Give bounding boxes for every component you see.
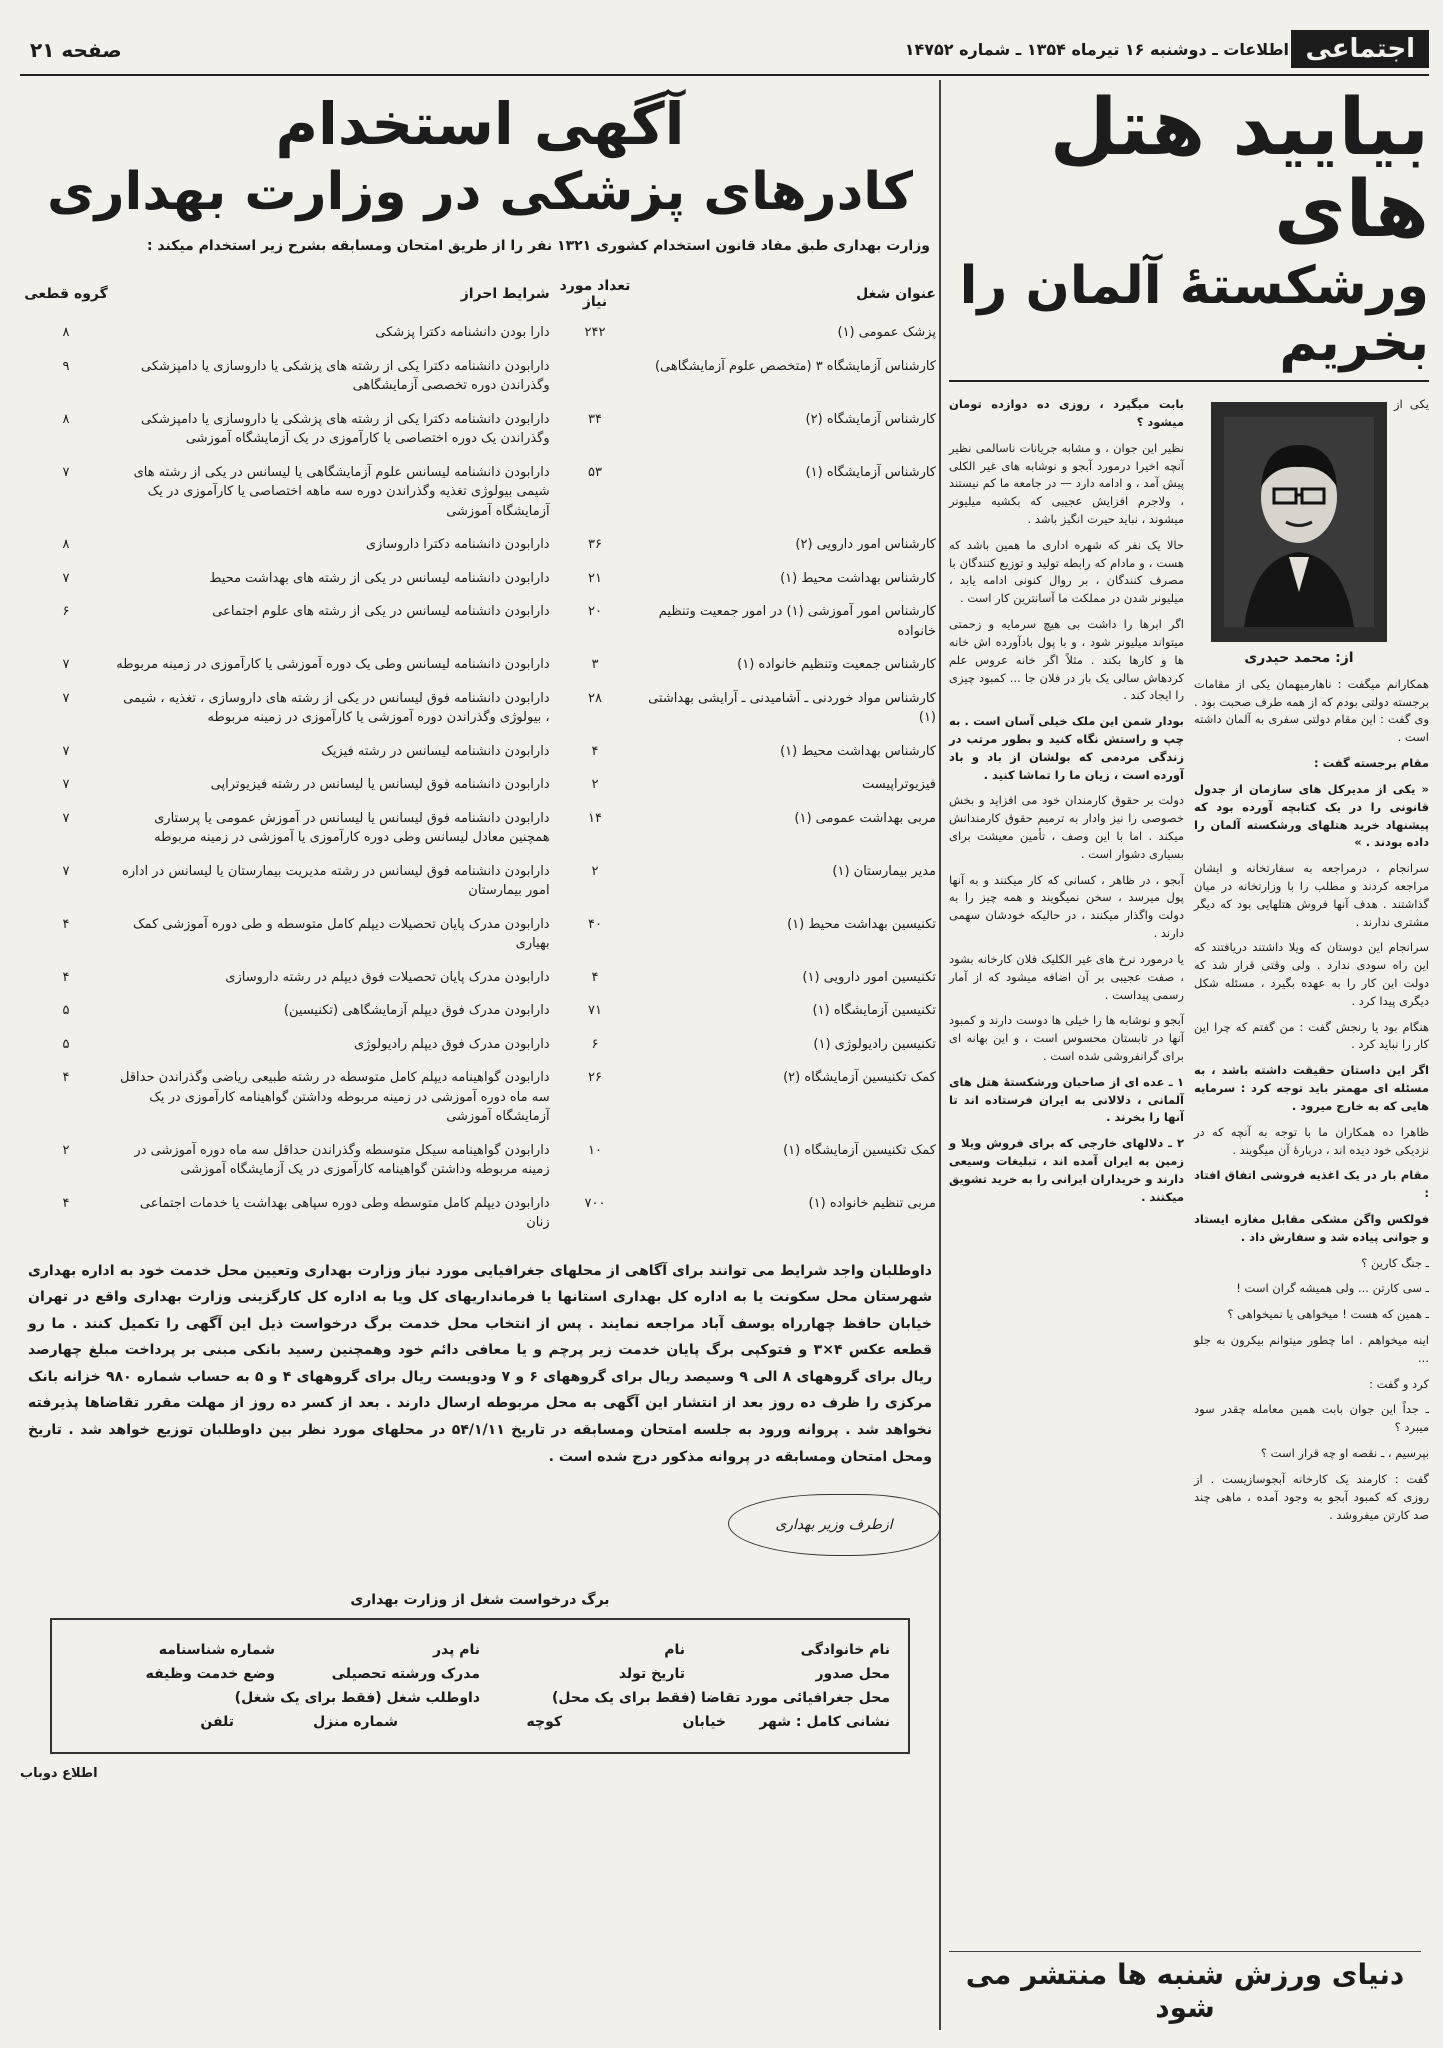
table-row <box>20 562 940 596</box>
job-grade: ۷ <box>62 863 70 879</box>
article-paragraph: هنگام بود یا رنجش گفت : من گفتم که چرا این کار را نباید کرد . <box>1194 1019 1429 1052</box>
job-title: کمک تکنیسین آزمایشگاه (۱) <box>783 1142 936 1158</box>
table-row <box>20 350 940 403</box>
job-grade: ۷ <box>62 570 70 586</box>
section-tag: اجتماعی <box>1291 30 1429 68</box>
article-paragraph: بپرسیم ، ـ نقصه او چه قرار است ؟ <box>1260 1446 1429 1461</box>
job-count: ۶ <box>591 1036 599 1052</box>
table-row <box>20 403 940 456</box>
job-count: ۲۴۲ <box>584 325 606 340</box>
job-requirements: دارابودن مدرک فوق دیپلم آزمایشگاهی (تکنیسین) <box>283 1003 550 1018</box>
form-field-label: تاریخ تولد <box>618 1666 685 1683</box>
article-paragraph: ـ جنگ کارین ؟ <box>1361 1255 1429 1270</box>
ad-subtitle: کادرهای پزشکی در وزارت بهداری <box>46 162 914 222</box>
article-col-left <box>949 396 1184 1532</box>
job-title: مربی بهداشت عمومی (۱) <box>794 810 936 826</box>
job-title: کمک تکنیسین آزمایشگاه (۲) <box>783 1070 936 1085</box>
form-field-label: شماره شناسنامه <box>158 1642 275 1659</box>
job-requirements: دارا بودن دانشنامه دکترا پزشکی <box>375 325 550 340</box>
job-count: ۲۰ <box>588 604 602 619</box>
article-col-right <box>1194 396 1429 1532</box>
form-row <box>70 1642 890 1658</box>
article-paragraph: « یکی از مدیرکل های سازمان از جدول قانونی را در یک کتابچه آورده بود که پیشنهاد خرید هتلهای ورشکسته آلمان را داده بودند . » <box>1194 781 1429 850</box>
table-row <box>20 908 940 961</box>
article-paragraph: نظیر این جوان ، و مشابه جریانات ناسالمی نظیر آنچه اخیرا درمورد آبجو و نوشابه های غیر الکلی پیش آمد ، و ادامه دارد — در جامعه ما کم نیستند ، ولاجرم افزایش عجیبی که بکشیه میلیونر میشوند ، نباید حیرت انگیز باشد . <box>949 440 1184 527</box>
article-body <box>949 396 1429 1532</box>
table-row <box>20 1061 940 1134</box>
form-field-label: محل جغرافیائی مورد تقاضا (فقط برای یک محل) <box>552 1690 890 1707</box>
job-grade: ۷ <box>62 777 70 792</box>
job-count: ۷۱ <box>588 1003 602 1018</box>
form-field-label: شماره منزل <box>313 1714 398 1731</box>
job-count: ۱۴ <box>588 810 602 826</box>
job-title: کارشناس بهداشت محیط (۱) <box>780 570 936 586</box>
article-paragraph: ـ جداً این جوان بابت همین معامله چقدر سود میبرد ؟ <box>1194 1402 1429 1435</box>
job-count: ۷۰۰ <box>584 1195 606 1211</box>
article-paragraph: سرانجام این دوستان که ویلا داشتند دریافتند که این راه سودی ندارد . ولی وقتی قرار شد که دولت این کار را به عهده بگیرد ، مسئله شکل دیگری پیدا کرد . <box>1194 940 1429 1008</box>
table-row <box>20 1187 940 1240</box>
job-grade: ۷ <box>62 657 70 672</box>
article-paragraph: ظاهرا ده همکاران ما با توجه به آنچه که در نزدیکی خود دیده اند ، دربارهٔ آن میگویند . <box>1194 1124 1429 1157</box>
table-row <box>20 735 940 769</box>
job-title: کارشناس امور آموزشی (۱) در امور جمعیت وتنظیم خانواده <box>658 604 936 639</box>
article-paragraph: حالا یک نفر که شهره اداری ما همین باشد که هست ، و مادام که رابطه تولید و توزیع کنندگان با مصرف کنندگان ، بر روال کنونی ادامه یابد ، میلیونر شدن در مملکت ما آسانترین کار است . <box>949 537 1184 606</box>
job-title: مربی تنظیم خانواده (۱) <box>808 1195 936 1211</box>
job-title: تکنیسین امور دارویی (۱) <box>802 969 936 985</box>
job-count: ۱۰ <box>588 1142 602 1158</box>
job-grade: ۹ <box>62 358 70 374</box>
author-photo-box <box>1204 402 1394 670</box>
article-paragraph: آبجو ، در ظاهر ، کسانی که کار میکنند و به آنها پول میرسد ، سخن نمیگویند و همه چیز را به دولت واگذار میکنند ، در حالیکه خودشان سهمی دارند . <box>949 872 1184 941</box>
jobs-body <box>20 316 940 1240</box>
article-paragraph: ۲ ـ دلالهای خارجی که برای فروش ویلا و زمین به ایران آمده اند ، تبلیغات وسیعی دارند و خریداران ایرانی را به خرید تشویق میکنند . <box>949 1136 1184 1204</box>
job-title: کارشناس آزمایشگاه (۱) <box>805 464 936 480</box>
job-title: کارشناس آزمایشگاه (۲) <box>805 411 936 427</box>
job-count: ۲ <box>591 863 599 879</box>
form-row <box>70 1666 890 1682</box>
job-grade: ۵ <box>62 1036 70 1052</box>
job-grade: ۲ <box>62 1142 70 1158</box>
job-count <box>554 350 637 403</box>
job-title: تکنیسین رادیولوژی (۱) <box>813 1036 936 1052</box>
job-count: ۲۸ <box>588 690 602 706</box>
job-count: ۳۴ <box>588 411 602 427</box>
job-requirements: دارابودن مدرک پایان تحصیلات دیپلم کامل متوسطه و طی دوره آموزشی کمک بهیاری <box>132 916 550 951</box>
article-paragraph: بودار شمن این ملک خیلی آسان است . به چپ و راستش نگاه کنید و بطور مرتب در زندگی مردمی که بولشان از باد و باد آورده است ، زیان ما را تماشا کنید . <box>949 714 1184 782</box>
form-field-label: کوچه <box>526 1714 562 1731</box>
table-row <box>20 1134 940 1187</box>
form-row <box>70 1690 890 1706</box>
application-form <box>50 1618 910 1754</box>
job-requirements: دارابودن دانشنامه فوق لیسانس در رشته مدیریت بیمارستان یا لیسانس در اداره امور بیمارستان <box>122 863 550 898</box>
article-paragraph: یا درمورد نرخ های غیر الکلیک فلان کارخانه بشود ، صفت عجیبی بر آن اضافه میشود که از آمار رسمی پیداست . <box>949 951 1184 1002</box>
issue-line: اطلاعات ـ دوشنبه ۱۶ تیرماه ۱۳۵۴ ـ شماره ۱۴۷۵۲ <box>904 40 1289 59</box>
job-requirements: دارابودن مدرک پایان تحصیلات فوق دیپلم در رشته داروسازی <box>225 969 550 985</box>
article-paragraph: ـ همین که هست ! میخواهی یا نمیخواهی ؟ <box>1227 1307 1429 1322</box>
article-column <box>939 80 1429 2030</box>
job-grade: ۶ <box>62 604 70 619</box>
signature-stamp: ازطرف وزیر بهداری <box>728 1494 940 1556</box>
table-row <box>20 961 940 995</box>
job-requirements: دارابودن دانشنامه فوق لیسانس یا لیسانس در رشته فیزیوتراپی <box>210 777 550 792</box>
article-paragraph: فولکس واگن مشکی مقابل مغازه ایستاد و جوانی پیاده شد و سفارش داد . <box>1194 1211 1429 1244</box>
job-grade: ۷ <box>62 464 70 480</box>
job-grade: ۵ <box>62 1003 70 1018</box>
byline: از: محمد حیدری <box>1244 650 1354 667</box>
table-header-row <box>20 272 940 316</box>
job-requirements: دارابودن دانشنامه لیسانس وطی یک دوره آموزشی یا کارآموزی در زمینه مربوطه <box>116 657 550 672</box>
table-row <box>20 1028 940 1062</box>
article-paragraph: ۱ ـ عده ای از صاحبان ورشکستهٔ هتل های آلمانی ، دلالانی به ایران فرستاده اند تا آنها را بخرند . <box>949 1074 1184 1125</box>
job-requirements: دارابودن گواهینامه سیکل متوسطه وگذراندن حداقل سه ماه دوره آموزشی در زمینه مربوطه وداشتن گواهینامه کارآموزی در یک آزمایشگاه آموزشی <box>134 1142 550 1177</box>
article-paragraph: سرانجام ، درمراجعه به سفارتخانه و ایشان مراجعه کردند و مطلب را با وزارتخانه در میان گذاشتند . هدف آنها فروش هتلهایی بود که دیگر مشتری ندارند . <box>1194 861 1429 929</box>
job-count: ۳۶ <box>588 537 602 552</box>
job-grade: ۸ <box>62 325 70 340</box>
job-title: کارشناس بهداشت محیط (۱) <box>780 743 936 759</box>
article-paragraph: یکی از همکارانم میگفت : ناهارمیهمان یکی از مقامات برجسته دولتی بودم که از همه طرف صحبت بود . وی گفت : این مقام دولتی سفری به آلمان داشته است . <box>1194 397 1429 745</box>
job-requirements: دارابودن دانشنامه فوق لیسانس یا لیسانس در آموزش عمومی یا پرستاری همچنین معادل لیسانس وطی دوره کارآموزی یا آموزشی در زمینه مربوطه <box>154 810 550 845</box>
ad-title: آگهی استخدام <box>275 90 685 158</box>
table-row <box>20 682 940 735</box>
header-title: عنوان شغل <box>856 286 936 302</box>
form-field-label: خیابان <box>682 1714 726 1731</box>
job-grade: ۷ <box>62 810 70 826</box>
ad-intro: وزارت بهداری طبق مفاد قانون استخدام کشوری ۱۳۲۱ نفر را از طریق امتحان ومسابقه بشرح زیر استخدام میکند : <box>146 238 930 254</box>
job-title: تکنیسین بهداشت محیط (۱) <box>787 916 936 932</box>
job-requirements: دارابودن دیپلم کامل متوسطه وطی دوره سپاهی بهداشت یا خدمات اجتماعی زنان <box>139 1195 550 1230</box>
job-grade: ۴ <box>62 969 70 985</box>
job-title: کارشناس مواد خوردنی ـ آشامیدنی ـ آرایشی بهداشتی (۱) <box>648 690 936 725</box>
article-paragraph: اینه میخواهم . اما چطور میتوانم بیکرون به جلو ... <box>1194 1333 1429 1365</box>
masthead <box>20 30 1429 76</box>
table-row <box>20 316 940 350</box>
job-advertisement <box>20 80 940 2030</box>
form-field-label: نام <box>664 1642 685 1659</box>
article-paragraph: آبجو و نوشابه ها را خیلی ها دوست دارند و کمبود آنها در تابستان محسوس است ، و این بهانه ای برای گرانفروشی شده است . <box>949 1013 1184 1063</box>
table-row <box>20 802 940 855</box>
article-paragraph: اگر این داستان حقیقت داشته باشد ، به مسئله ای مهمتر باید توجه کرد : سرمایه هایی که به خارج میرود . <box>1194 1063 1429 1113</box>
table-row <box>20 768 940 802</box>
form-row <box>70 1714 890 1730</box>
job-requirements: دارابودن دانشنامه لیسانس در یکی از رشته های بهداشت محیط <box>209 570 550 586</box>
article-paragraph: بابت میگیرد ، روزی ده دوازده تومان میشود ؟ <box>949 397 1184 429</box>
job-requirements: دارابودن دانشنامه لیسانس در یکی از رشته های علوم اجتماعی <box>212 604 550 619</box>
job-title: فیزیوتراپیست <box>862 777 936 792</box>
article-headline: بیایید هتل های <box>1049 83 1429 255</box>
job-requirements: دارابودن گواهینامه دیپلم کامل متوسطه در رشته طبیعی ریاضی وگذراندن حداقل سه ماه دوره آموزشی در زمینه مربوطه وداشتن گواهینامه کارآموزی در یک آزمایشگاه آموزشی <box>119 1070 550 1124</box>
table-row <box>20 648 940 682</box>
form-field-label: نشانی کامل : شهر <box>759 1714 890 1731</box>
job-requirements: دارابودن دانشنامه دکترا یکی از رشته های پزشکی یا داروسازی یا دامپزشکی وگذراندن یک دوره اختصاصی یا کارآموزی در یک آزمایشگاه آموزشی <box>141 411 550 446</box>
job-title: کارشناس امور دارویی (۲) <box>795 537 936 552</box>
job-title: کارشناس آزمایشگاه ۳ (متخصص علوم آزمایشگاهی) <box>654 358 936 374</box>
form-footer: اطلاع دوباب <box>20 1766 98 1782</box>
job-requirements: دارابودن دانشنامه لیسانس در رشته فیزیک <box>321 743 550 759</box>
job-grade: ۴ <box>62 916 70 932</box>
job-grade: ۴ <box>62 1195 70 1211</box>
job-count: ۳ <box>591 657 599 672</box>
article-paragraph: اگر ابرها را داشت بی هیچ سرمایه و زحمتی میتواند میلیونر شود ، و با پول بادآورده اش خانه ها و کارها بکند . مثلاً اگر خانه عروس علم کردهاش سالی یک بار در فلان جا ... کمبود چیزی را ایجاد کند . <box>949 617 1184 703</box>
job-count: ۵۳ <box>588 464 602 480</box>
job-count: ۴۰ <box>588 916 602 932</box>
article-paragraph: دولت بر حقوق کارمندان خود می افزاید و بخش خصوصی را نیز وادار به ترمیم حقوق کارمندانش میکند . اما با این وصف ، تأمین معیشت برای بسیاری دشوار است . <box>949 793 1184 861</box>
table-row <box>20 994 940 1028</box>
form-field-label: نام خانوادگی <box>800 1642 890 1659</box>
article-paragraph: مقام بار در یک اغذیه فروشی اتفاق افتاد : <box>1194 1168 1429 1201</box>
article-subheadline: ورشکستهٔ آلمان را بخریم <box>949 258 1429 382</box>
job-grade: ۷ <box>62 743 70 759</box>
table-row <box>20 528 940 562</box>
job-count: ۴ <box>591 743 599 759</box>
job-grade: ۷ <box>62 690 70 706</box>
form-field-label: وضع خدمت وظیفه <box>145 1666 275 1683</box>
form-field-label: تلفن <box>200 1714 234 1731</box>
form-field-label: مدرک ورشته تحصیلی <box>331 1666 480 1683</box>
form-field-label: نام پدر <box>432 1642 480 1659</box>
form-field-label: محل صدور <box>815 1666 890 1683</box>
form-caption: برگ درخواست شغل از وزارت بهداری <box>350 1592 610 1609</box>
job-grade: ۸ <box>62 537 70 552</box>
author-photo <box>1211 402 1387 642</box>
table-row <box>20 855 940 908</box>
jobs-table <box>20 272 940 1240</box>
job-count: ۲۱ <box>588 570 602 586</box>
header-grade: گروه قطعی <box>24 286 108 302</box>
table-row <box>20 595 940 648</box>
table-row <box>20 456 940 529</box>
job-title: تکنیسین آزمایشگاه (۱) <box>812 1003 936 1018</box>
application-notice: داوطلبان واجد شرایط می توانند برای آگاهی از محلهای جغرافیایی مورد نیاز وزارت بهداری وتعیین محل خدمت خود به اداره بهداری شهرستان محل سکونت یا به اداره کل بهداری استانها یا فرمانداریهای کل ویا به اداره کل کارگزینی وزارت بهداری واقع در تهران خیابان حافظ چهارراه یوسف آباد مراجعه نمایند . پس از انتخاب محل خدمت برگ درخواست ذیل این آگهی را تکمیل کنند . ما رو قطعه عکس ۴×۳ و فتوکپی برگ پایان خدمت زیر پرچم و یا معافی دائم خود وهمچنین رسید بانکی مبنی بر پرداخت مبلغ چهارصد ریال برای گروههای ۸ الی ۹ وسیصد ریال برای گروههای ۶ و ۷ ودویست ریال برای گروههای ۴ و ۵ به حساب شماره ۹۸۰ خزانه بانک مرکزی را ظرف ده روز بعد از انتشار این آگهی به محل مربوطه ارسال دارند . بعد از کسر ده روز از مهلت مقرر تقاضاها پذیرفته نخواهد شد . پروانه ورود به جلسه امتحان ومسابقه در تاریخ ۵۴/۱/۱۱ در محلهای مورد نظر بین داوطلبان توزیع خواهد شد . تاریخ ومحل امتحان ومسابقه در پروانه مذکور درج شده است . <box>28 1262 933 1465</box>
portrait-icon <box>1224 417 1374 627</box>
job-title: پزشک عمومی (۱) <box>837 325 936 340</box>
article-paragraph: کرد و گفت : <box>1369 1376 1429 1391</box>
header-requirements: شرایط احراز <box>460 286 550 302</box>
header-count: تعداد مورد نیاز <box>559 278 631 310</box>
article-paragraph: گفت : کارمند یک کارخانه آبجوسازیست . از روزی که کمبود آبجو به وجود آمده ، ماهی چند صد کارتن میفروشد . <box>1194 1471 1429 1522</box>
job-title: کارشناس جمعیت وتنظیم خانواده (۱) <box>737 657 936 672</box>
job-count: ۲۶ <box>588 1070 602 1085</box>
job-requirements: دارابودن دانشنامه دکترا داروسازی <box>365 537 550 552</box>
job-title: مدیر بیمارستان (۱) <box>832 863 936 879</box>
article-footer: دنیای ورزش شنبه ها منتشر می شود <box>949 1951 1421 2024</box>
article-paragraph: ـ سی کارتن ... ولی همیشه گران است ! <box>1236 1281 1429 1296</box>
page-number: صفحه ۲۱ <box>30 38 122 62</box>
job-grade: ۴ <box>62 1070 70 1085</box>
form-field-label: داوطلب شغل (فقط برای یک شغل) <box>234 1690 480 1707</box>
job-requirements: دارابودن دانشنامه لیسانس علوم آزمایشگاهی یا لیسانس در یکی از رشته های شیمی بیولوژی تغذیه وگذراندن دوره سه ماهه اختصاصی یا کارآموزی در یک آزمایشگاه آموزشی <box>133 464 550 519</box>
job-count: ۲ <box>591 777 599 792</box>
article-paragraph: مقام برجسته گفت : <box>1313 756 1429 771</box>
job-count: ۴ <box>591 969 599 985</box>
job-grade: ۸ <box>62 411 70 427</box>
job-requirements: دارابودن دانشنامه دکترا یکی از رشته های پزشکی یا داروسازی یا دامپزشکی وگذراندن دوره تخصصی آزمایشگاهی <box>141 358 550 393</box>
job-requirements: دارابودن مدرک فوق دیپلم رادیولوژی <box>353 1036 550 1052</box>
job-requirements: دارابودن دانشنامه فوق لیسانس در یکی از رشته های داروسازی ، تغذیه ، شیمی ، بیولوژی وگذراندن دوره آموزشی یا کارآموزی در زمینه مربوطه <box>123 690 550 725</box>
